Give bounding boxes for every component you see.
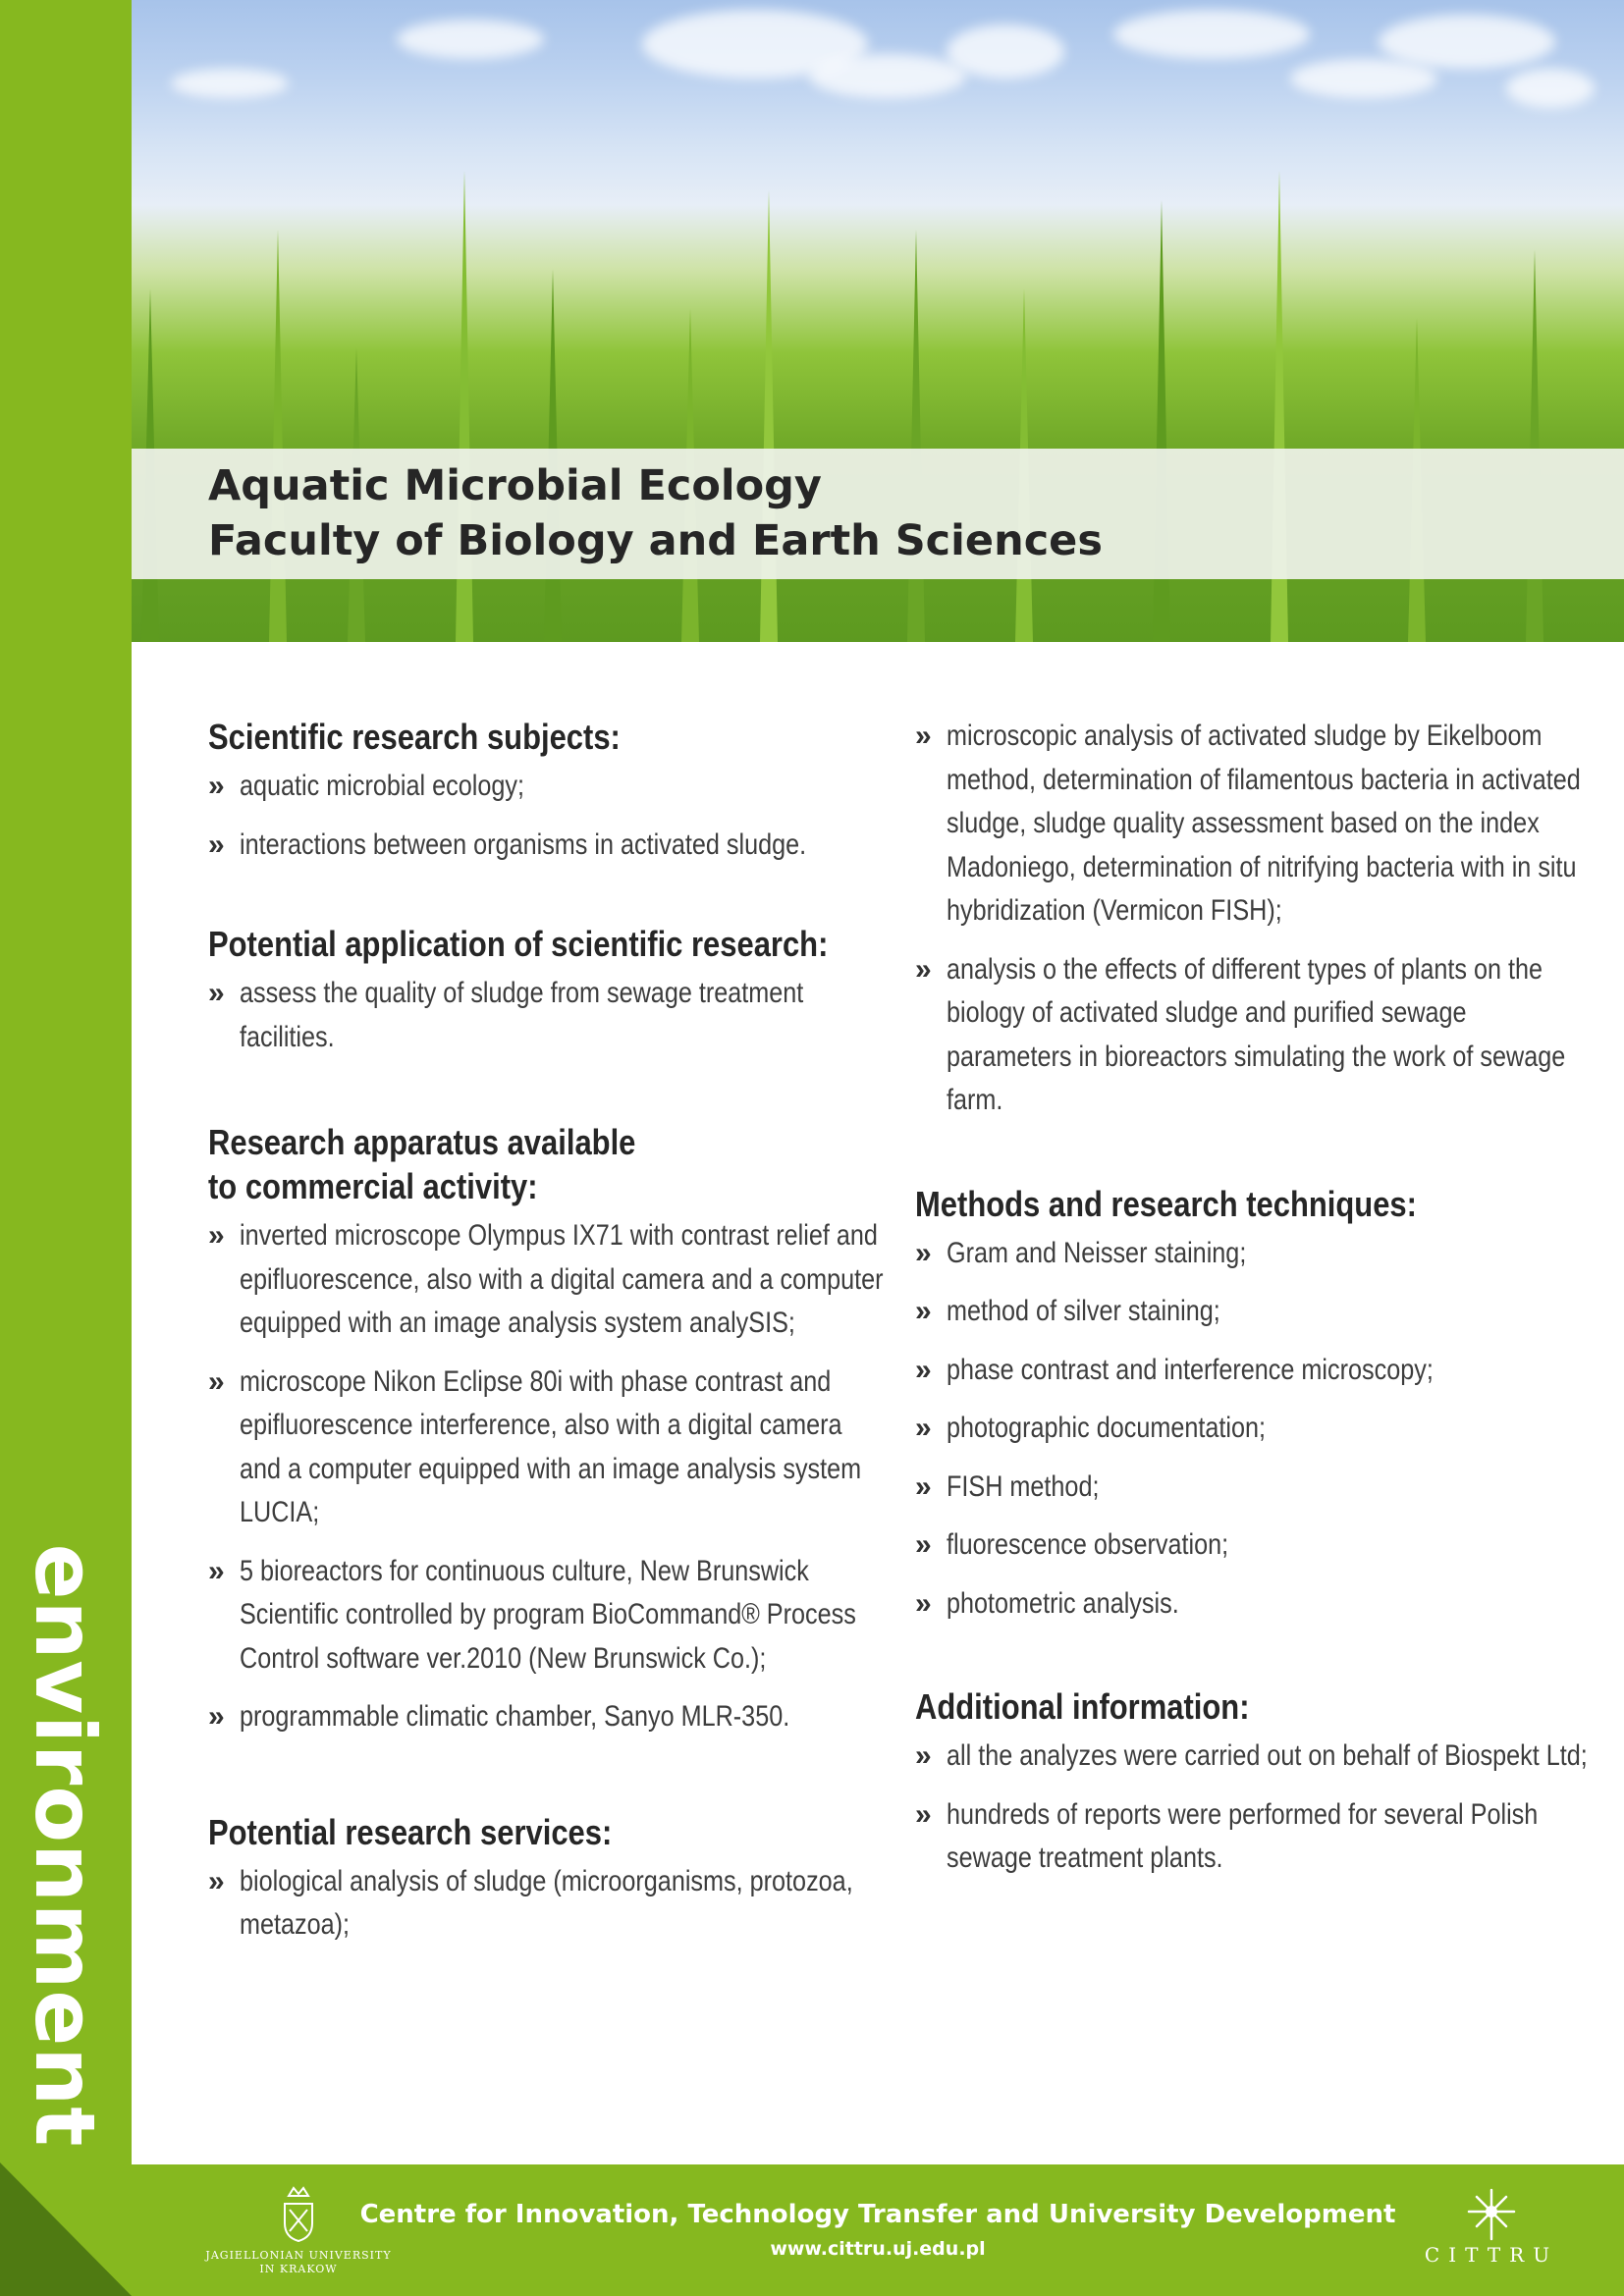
jagiellonian-university-logo: JAGIELLONIAN UNIVERSITY IN KRAKOW — [200, 2182, 397, 2280]
list-item: » inverted microscope Olympus IX71 with contrast relief and epifluorescence, also with a digital camera and a computer equipped with an image analysis system analySIS; — [208, 1219, 884, 1339]
list-item: » fluorescence observation; — [915, 1528, 1229, 1561]
list-item: » microscopic analysis of activated sludge by Eikelboom method, determination of filamentous bacteria in activated sludge, sludge quality assessment based on the index Madoniego, determination of nitrifying bacteria with in situ hybridization (Vermicon FISH); — [915, 720, 1581, 927]
section-heading: Potential application of scientific research: — [208, 924, 829, 964]
section-methods — [915, 1182, 1593, 1627]
section-heading: Scientific research subjects: — [208, 717, 621, 757]
section-heading-cont: to commercial activity: — [208, 1166, 538, 1206]
list-item: » method of silver staining; — [915, 1295, 1220, 1327]
list-item: » phase contrast and interference microscopy; — [915, 1353, 1434, 1386]
section-heading: Methods and research techniques: — [915, 1183, 1417, 1224]
footer-organization-title: Centre for Innovation, Technology Transfer and University Development — [359, 2200, 1396, 2229]
cittru-logo: CITTRU — [1398, 2182, 1585, 2280]
section-potential-services — [208, 1810, 886, 1948]
cittru-star-icon — [1398, 2182, 1585, 2241]
section-heading: Research apparatus available — [208, 1122, 636, 1162]
list-item: » 5 bioreactors for continuous culture, New Brunswick Scientific controlled by program BioCommand® Process Control software ver.2010 (New Brunswick Co.); — [208, 1554, 856, 1675]
list-item: » assess the quality of sludge from sewage treatment facilities. — [208, 977, 804, 1053]
list-item: » photometric analysis. — [915, 1586, 1179, 1620]
section-potential-application — [208, 922, 886, 1059]
list-item: » interactions between organisms in activated sludge. — [208, 828, 807, 861]
list-item: » hundreds of reports were performed for several Polish sewage treatment plants. — [915, 1797, 1539, 1874]
list-item: » all the analyzes were carried out on behalf of Biospekt Ltd; — [915, 1739, 1588, 1772]
section-research-apparatus — [208, 1120, 886, 1739]
list-item: » analysis o the effects of different types of plants on the biology of activated sludge and purified sewage parameters in bioreactors simulating the work of sewage farm. — [915, 952, 1566, 1116]
section-heading: Potential research services: — [208, 1811, 613, 1852]
section-additional-info — [915, 1684, 1593, 1881]
list-item: » Gram and Neisser staining; — [915, 1236, 1247, 1269]
list-item: » microscope Nikon Eclipse 80i with phase contrast and epifluorescence interference, also with a digital camera and a computer equipped with an image analysis system LUCIA; — [208, 1364, 862, 1528]
page-title: Aquatic Microbial Ecology — [208, 461, 822, 510]
right-column — [915, 715, 1593, 1896]
list-item: » aquatic microbial ecology; — [208, 770, 524, 802]
list-item: » photographic documentation; — [915, 1412, 1267, 1444]
sidebar-category-label: environment — [17, 1543, 113, 2148]
list-item: » programmable climatic chamber, Sanyo MLR-350. — [208, 1700, 790, 1733]
services-continued-list — [915, 715, 1593, 1123]
list-item: » biological analysis of sludge (microorganisms, protozoa, metazoa); — [208, 1864, 853, 1941]
section-research-subjects — [208, 715, 886, 867]
footer-website-link[interactable]: www.cittru.uj.edu.pl — [770, 2238, 986, 2260]
footer-band — [132, 2164, 1624, 2296]
left-column — [208, 715, 886, 1962]
list-item: » FISH method; — [915, 1469, 1100, 1503]
section-heading: Additional information: — [915, 1686, 1250, 1727]
faculty-subtitle: Faculty of Biology and Earth Sciences — [208, 516, 1103, 565]
